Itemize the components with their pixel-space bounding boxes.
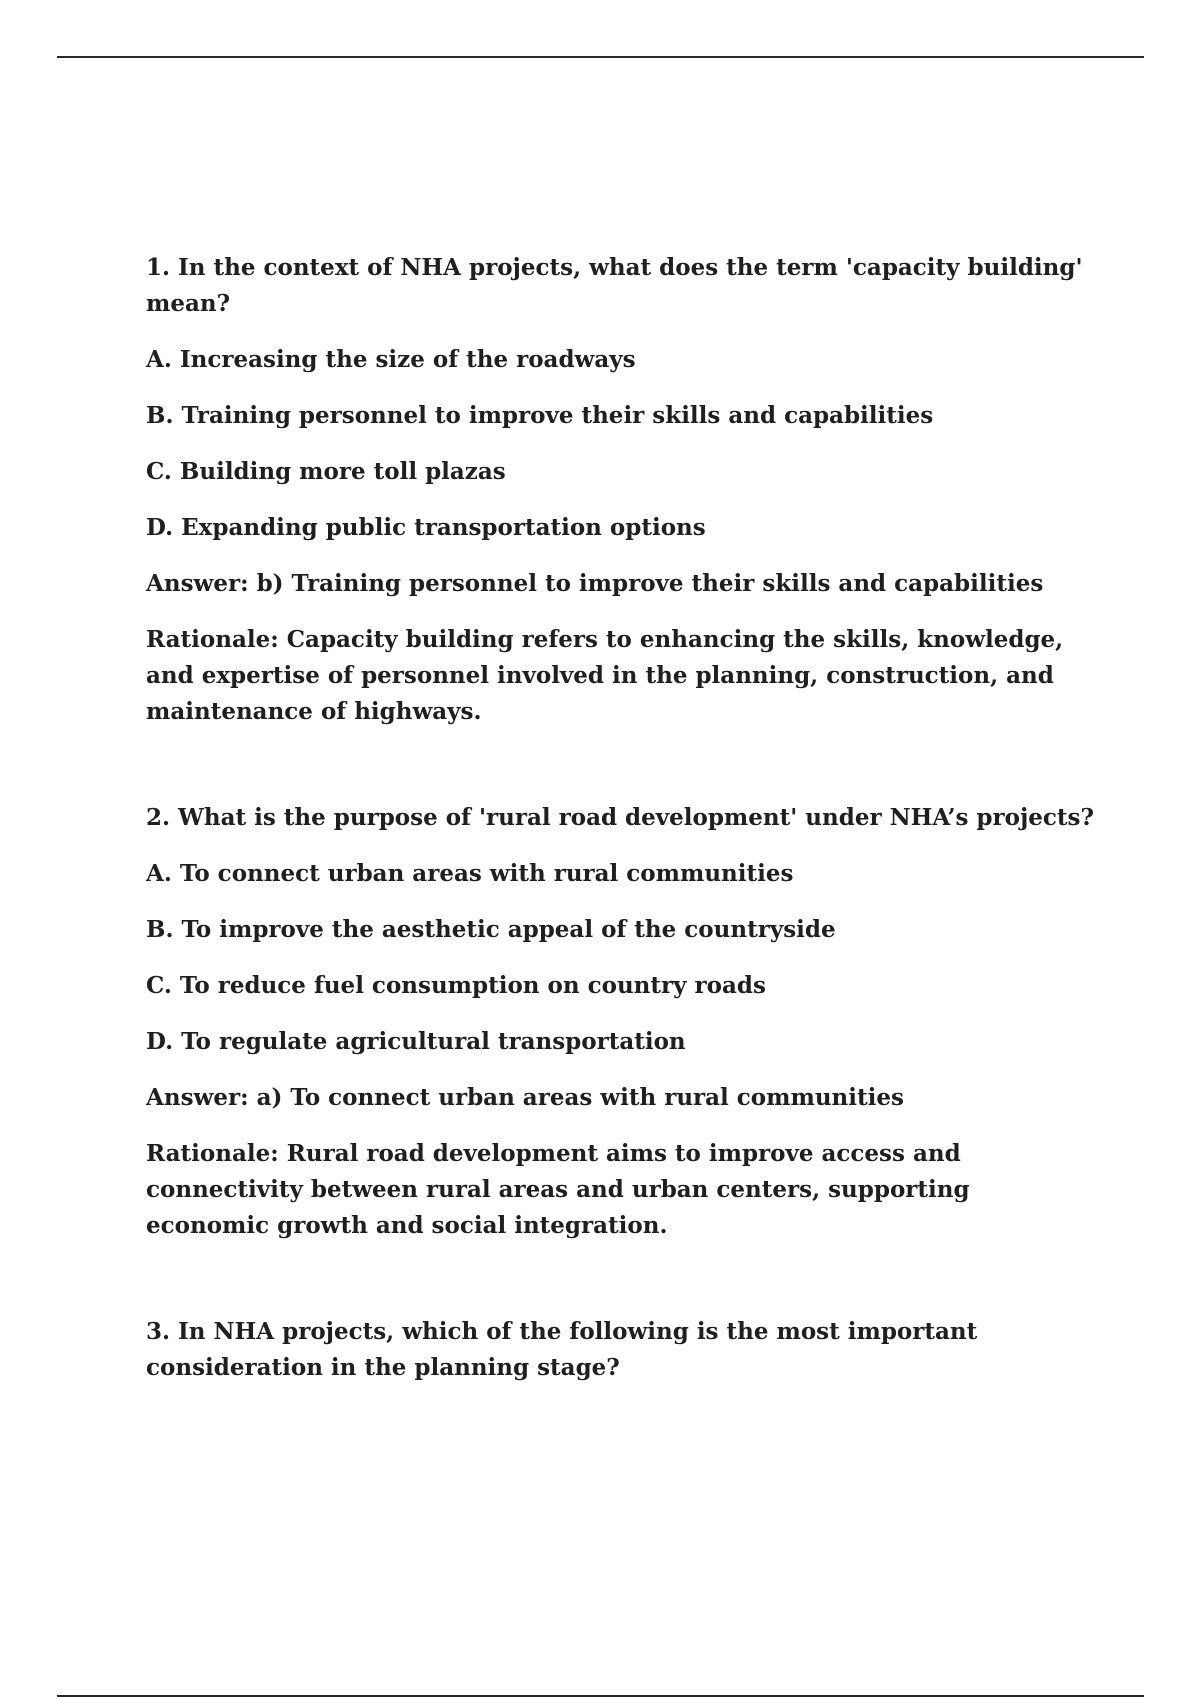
question-2-option-b: B. To improve the aesthetic appeal of the countryside bbox=[146, 916, 836, 943]
question-1-option-d: D. Expanding public transportation options bbox=[146, 514, 706, 541]
question-2-text: 2. What is the purpose of 'rural road development' under NHA’s projects? bbox=[146, 804, 1094, 831]
question-1-text: 1. In the context of NHA projects, what does the term 'capacity building' mean? bbox=[146, 254, 1083, 317]
question-1-option-a: A. Increasing the size of the roadways bbox=[146, 346, 636, 373]
question-block-3 bbox=[146, 1314, 1096, 1386]
question-2-option-a: A. To connect urban areas with rural communities bbox=[146, 860, 794, 887]
top-rule bbox=[57, 56, 1144, 58]
question-block-1 bbox=[146, 250, 1096, 730]
bottom-rule bbox=[57, 1695, 1144, 1697]
question-2-rationale: Rationale: Rural road development aims to improve access and connectivity between rural areas and urban centers, supporting economic growth and social integration. bbox=[146, 1140, 970, 1239]
question-3-text: 3. In NHA projects, which of the following is the most important consideration in the planning stage? bbox=[146, 1318, 978, 1381]
question-2-answer: Answer: a) To connect urban areas with rural communities bbox=[146, 1084, 904, 1111]
document-body bbox=[146, 250, 1096, 1406]
question-1-option-b: B. Training personnel to improve their skills and capabilities bbox=[146, 402, 934, 429]
question-2-option-d: D. To regulate agricultural transportation bbox=[146, 1028, 686, 1055]
question-1-option-c: C. Building more toll plazas bbox=[146, 458, 506, 485]
question-2-option-c: C. To reduce fuel consumption on country roads bbox=[146, 972, 766, 999]
question-1-answer: Answer: b) Training personnel to improve their skills and capabilities bbox=[146, 570, 1044, 597]
question-block-2 bbox=[146, 800, 1096, 1244]
question-1-rationale: Rationale: Capacity building refers to enhancing the skills, knowledge, and expertise of personnel involved in the planning, construction, and maintenance of highways. bbox=[146, 626, 1064, 725]
